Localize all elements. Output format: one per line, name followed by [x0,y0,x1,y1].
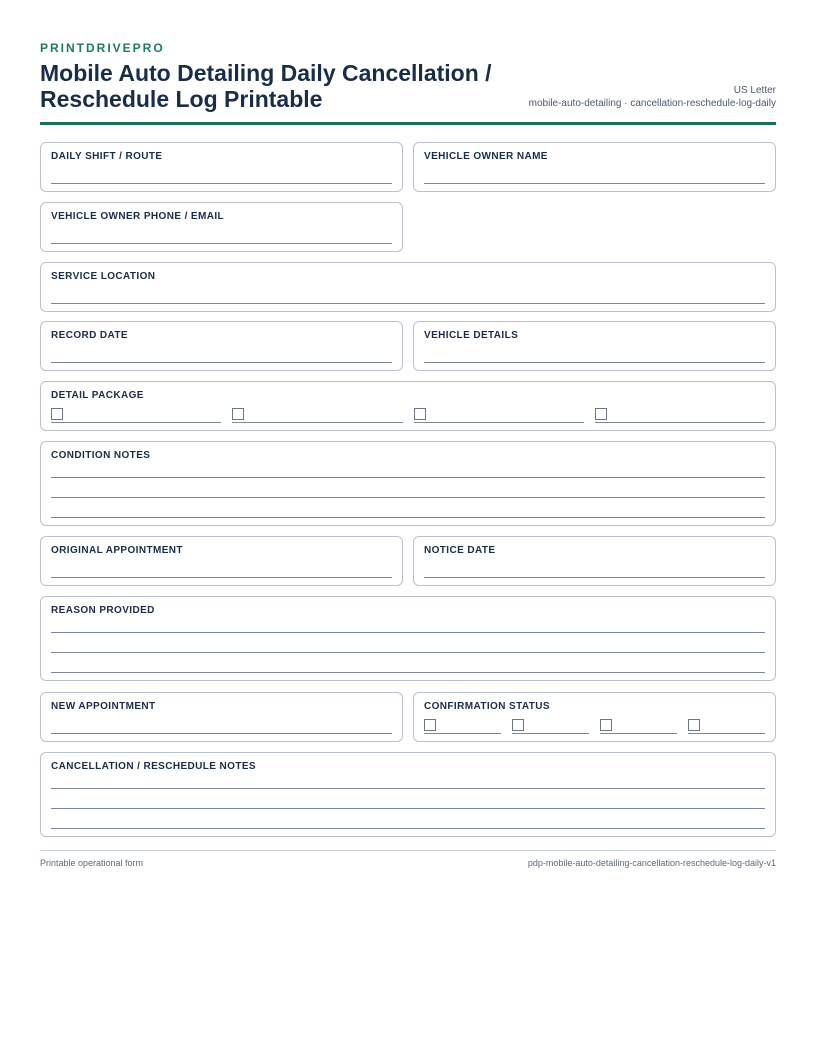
cancellation-notes-line[interactable] [51,828,765,829]
new-appointment-line[interactable] [51,733,392,734]
header-rule [40,122,776,125]
detail-package-option[interactable] [51,408,221,423]
notice-date-label: NOTICE DATE [424,545,496,556]
vehicle-details-label: VEHICLE DETAILS [424,330,519,341]
notice-date-field[interactable] [413,536,776,586]
new-appointment-label: NEW APPOINTMENT [51,701,156,712]
paper-size: US Letter [733,85,776,96]
original-appointment-field[interactable] [40,536,403,586]
vehicle-owner-name-field[interactable] [413,142,776,192]
reason-provided-field[interactable] [40,596,776,681]
checkbox[interactable] [595,408,607,420]
condition-notes-label: CONDITION NOTES [51,450,151,461]
record-date-line[interactable] [51,362,392,363]
reason-provided-line[interactable] [51,632,765,633]
detail-package-option[interactable] [232,408,402,423]
condition-notes-line[interactable] [51,517,765,518]
cancellation-notes-label: CANCELLATION / RESCHEDULE NOTES [51,761,256,772]
confirmation-status-options [424,719,765,734]
confirmation-status-field[interactable] [413,692,776,742]
reason-provided-line[interactable] [51,652,765,653]
reason-provided-label: REASON PROVIDED [51,605,155,616]
cancellation-notes-field[interactable] [40,752,776,837]
confirmation-status-option[interactable] [512,719,589,734]
detail-package-options [51,408,765,423]
checkbox[interactable] [512,719,524,731]
new-appointment-field[interactable] [40,692,403,742]
checkbox[interactable] [688,719,700,731]
record-date-field[interactable] [40,321,403,371]
cancellation-notes-line[interactable] [51,808,765,809]
footer-rule [40,850,776,851]
vehicle-owner-contact-line[interactable] [51,243,392,244]
confirmation-status-option[interactable] [688,719,765,734]
detail-package-field[interactable] [40,381,776,431]
notice-date-line[interactable] [424,577,765,578]
brand-name: PRINTDRIVEPRO [40,41,165,55]
vehicle-owner-name-label: VEHICLE OWNER NAME [424,151,548,162]
service-location-line[interactable] [51,303,765,304]
vehicle-owner-contact-field[interactable] [40,202,403,252]
confirmation-status-option[interactable] [600,719,677,734]
detail-package-option[interactable] [595,408,765,423]
form-slug: mobile-auto-detailing · cancellation-reschedule-log-daily [528,98,776,109]
vehicle-owner-name-line[interactable] [424,183,765,184]
vehicle-details-field[interactable] [413,321,776,371]
checkbox[interactable] [232,408,244,420]
condition-notes-line[interactable] [51,497,765,498]
detail-package-option[interactable] [414,408,584,423]
checkbox[interactable] [600,719,612,731]
vehicle-owner-contact-label: VEHICLE OWNER PHONE / EMAIL [51,211,225,222]
service-location-label: SERVICE LOCATION [51,271,156,282]
page-title: Mobile Auto Detailing Daily Cancellation / Reschedule Log Printable [40,60,492,112]
confirmation-status-option[interactable] [424,719,501,734]
cancellation-notes-line[interactable] [51,788,765,789]
daily-shift-field[interactable] [40,142,403,192]
checkbox[interactable] [414,408,426,420]
record-date-label: RECORD DATE [51,330,128,341]
condition-notes-line[interactable] [51,477,765,478]
footer-form-id: pdp-mobile-auto-detailing-cancellation-reschedule-log-daily-v1 [527,858,776,868]
daily-shift-label: DAILY SHIFT / ROUTE [51,151,163,162]
confirmation-status-label: CONFIRMATION STATUS [424,701,550,712]
vehicle-details-line[interactable] [424,362,765,363]
daily-shift-line[interactable] [51,183,392,184]
checkbox[interactable] [51,408,63,420]
original-appointment-line[interactable] [51,577,392,578]
footer-left-text: Printable operational form [40,858,144,868]
checkbox[interactable] [424,719,436,731]
service-location-field[interactable] [40,262,776,312]
original-appointment-label: ORIGINAL APPOINTMENT [51,545,183,556]
reason-provided-line[interactable] [51,672,765,673]
condition-notes-field[interactable] [40,441,776,526]
detail-package-label: DETAIL PACKAGE [51,390,144,401]
